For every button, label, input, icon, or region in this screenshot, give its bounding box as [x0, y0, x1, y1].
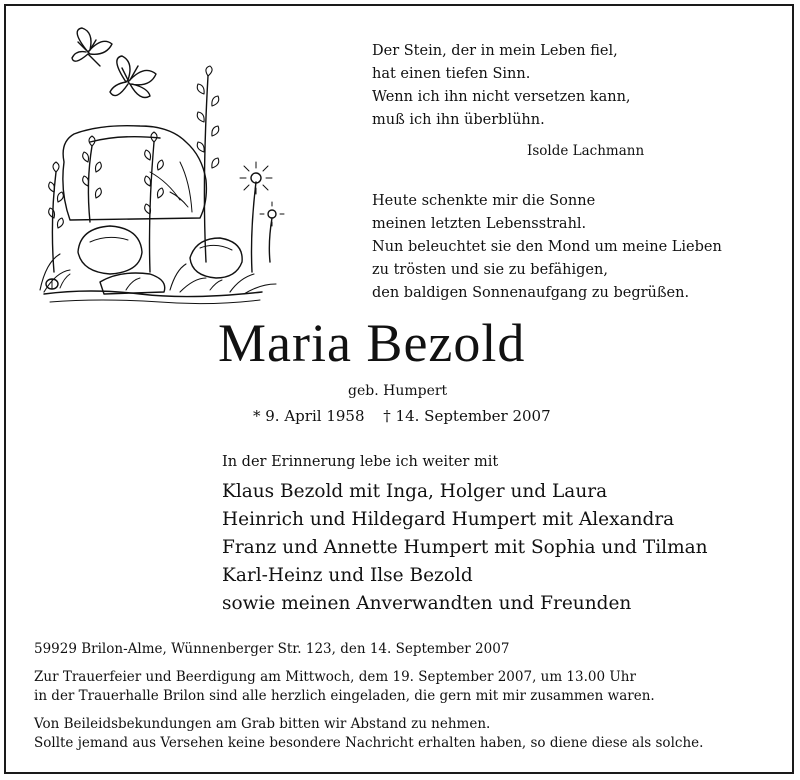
poem-line: Der Stein, der in mein Leben fiel, [372, 43, 618, 59]
deceased-name: Maria Bezold [218, 313, 526, 373]
poem-line: Heute schenkte mir die Sonne [372, 193, 596, 209]
family-list [222, 478, 708, 618]
memory-intro: In der Erinnerung lebe ich weiter mit [222, 454, 499, 470]
birth-date: * 9. April 1958 [253, 407, 365, 425]
funeral-info-line: in der Trauerhalle Brilon sind alle herzlich eingeladen, die gern mit mir zusammen waren. [34, 688, 655, 704]
poem-author: Isolde Lachmann [527, 143, 645, 159]
poem-line: Nun beleuchtet sie den Mond um meine Lieben [372, 239, 722, 255]
family-member: sowie meinen Anverwandten und Freunden [222, 593, 632, 614]
butterfly-icon [72, 28, 112, 66]
death-date: † 14. September 2007 [383, 407, 551, 425]
poem-line: zu trösten und sie zu befähigen, [372, 262, 608, 278]
poem-first [372, 40, 631, 132]
condolence-info-line: Sollte jemand aus Versehen keine besondere Nachricht erhalten haben, so diene diese als solche. [34, 735, 704, 751]
poem-line: den baldigen Sonnenaufgang zu begrüßen. [372, 285, 690, 301]
family-member: Karl-Heinz und Ilse Bezold [222, 565, 473, 586]
poem-second [372, 190, 722, 305]
condolence-info-line: Von Beileidsbekundungen am Grab bitten wir Abstand zu nehmen. [34, 716, 491, 732]
poem-line: muß ich ihn überblühn. [372, 112, 545, 128]
funeral-info [34, 668, 655, 706]
family-member: Franz und Annette Humpert mit Sophia und Tilman [222, 537, 708, 558]
stone-flowers-butterflies-icon [30, 22, 290, 312]
poem-line: Wenn ich ihn nicht versetzen kann, [372, 89, 631, 105]
family-member: Klaus Bezold mit Inga, Holger und Laura [222, 481, 608, 502]
address-line: 59929 Brilon-Alme, Wünnenberger Str. 123, den 14. September 2007 [34, 641, 510, 657]
life-dates [253, 407, 565, 425]
butterfly-icon [110, 56, 156, 98]
funeral-info-line: Zur Trauerfeier und Beerdigung am Mittwoch, dem 19. September 2007, um 13.00 Uhr [34, 669, 636, 685]
poem-line: meinen letzten Lebensstrahl. [372, 216, 587, 232]
condolence-info [34, 715, 703, 753]
maiden-name: geb. Humpert [348, 383, 448, 399]
poem-line: hat einen tiefen Sinn. [372, 66, 531, 82]
family-member: Heinrich und Hildegard Humpert mit Alexandra [222, 509, 675, 530]
